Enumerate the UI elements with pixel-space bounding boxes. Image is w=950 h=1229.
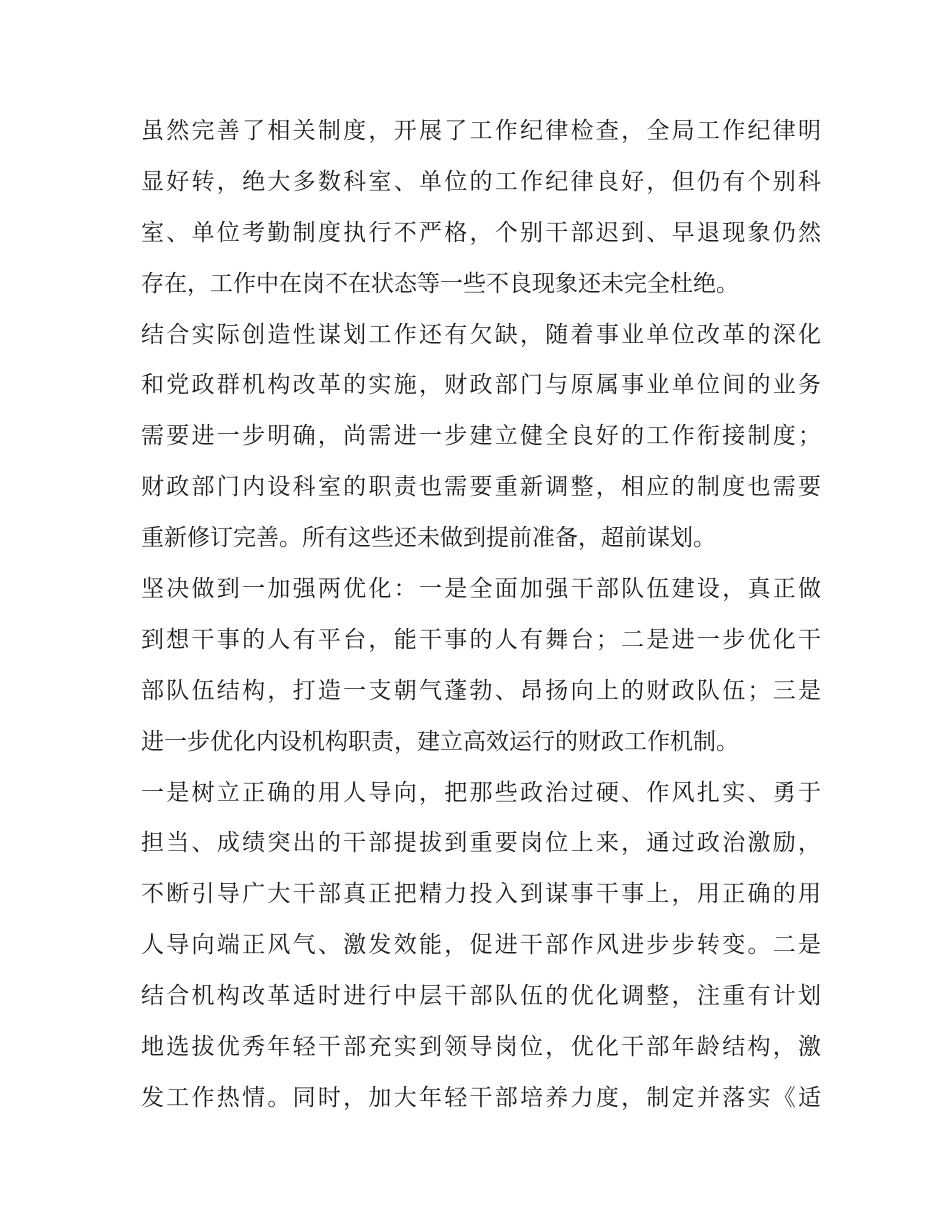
document-body <box>141 106 821 1124</box>
text-line: 结合实际创造性谋划工作还有欠缺，随着事业单位改革的深化 <box>141 321 821 348</box>
text-line: 和党政群机构改革的实施，财政部门与原属事业单位间的业务 <box>141 372 821 399</box>
text-line: 不断引导广大干部真正把精力投入到谋事干事上，用正确的用 <box>141 881 821 908</box>
text-line: 室、单位考勤制度执行不严格，个别干部迟到、早退现象仍然 <box>141 219 821 246</box>
text-line: 财政部门内设科室的职责也需要重新调整，相应的制度也需要 <box>141 474 821 501</box>
text-line: 重新修订完善。所有这些还未做到提前准备，超前谋划。 <box>141 525 716 552</box>
text-line: 部队伍结构，打造一支朝气蓬勃、昂扬向上的财政队伍；三是 <box>141 677 821 704</box>
text-line: 一是树立正确的用人导向，把那些政治过硬、作风扎实、勇于 <box>141 779 821 806</box>
text-line: 进一步优化内设机构职责，建立高效运行的财政工作机制。 <box>141 728 739 755</box>
text-line: 坚决做到一加强两优化：一是全面加强干部队伍建设，真正做 <box>141 576 821 603</box>
text-line: 显好转，绝大多数科室、单位的工作纪律良好，但仍有个别科 <box>141 168 821 195</box>
text-line: 结合机构改革适时进行中层干部队伍的优化调整，注重有计划 <box>141 983 821 1010</box>
text-line: 需要进一步明确，尚需进一步建立健全良好的工作衔接制度； <box>141 423 821 450</box>
text-line: 人导向端正风气、激发效能，促进干部作风进步步转变。二是 <box>141 932 821 959</box>
text-line: 到想干事的人有平台，能干事的人有舞台；二是进一步优化干 <box>141 626 821 653</box>
text-line: 虽然完善了相关制度，开展了工作纪律检查，全局工作纪律明 <box>141 118 821 144</box>
text-line: 存在，工作中在岗不在状态等一些不良现象还未完全杜绝。 <box>141 270 739 297</box>
text-line: 地选拔优秀年轻干部充实到领导岗位，优化干部年龄结构，激 <box>141 1034 821 1061</box>
text-line: 发工作热情。同时，加大年轻干部培养力度，制定并落实《适 <box>141 1084 821 1111</box>
text-line: 担当、成绩突出的干部提拔到重要岗位上来，通过政治激励， <box>141 830 821 857</box>
